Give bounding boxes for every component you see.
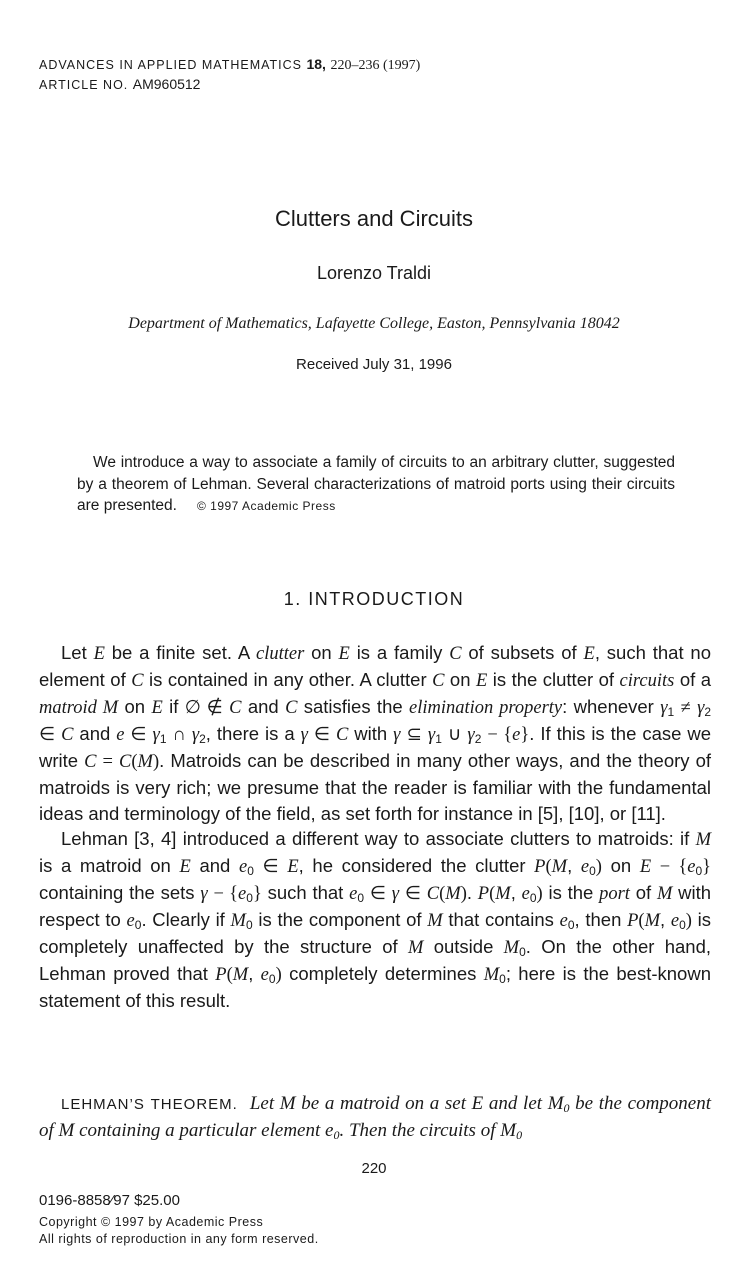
paper-title: Clutters and Circuits [274, 206, 474, 231]
journal-pages: 220–236 (1997) [330, 58, 421, 73]
article-number-line [39, 76, 200, 92]
footer-rights: All rights of reproduction in any form reserved. [39, 1232, 319, 1246]
section-heading: 1. INTRODUCTION [283, 589, 465, 609]
paragraph-2: Lehman [3, 4] introduced a different way to associate clutters to matroids: if M is a matroid on E and $e_0$ ∈ E, he considered the clutter P(M, $e_0$) on $E - \{e_0\}$ containing the sets $\gamma - \{e_0\}$ such that $e_0$ ∈ γ ∈ C(M). P(M, $e_0$) is the port of M with respect to $e_0$. Clearly if $M_0$ is the component of M that contains $e_0$, then P(M, $e_0$) is completely unaffected by the structure of M outside $M_0$. On the other hand, Lehman proved that P(M, $e_0$) completely determines $M_0$; here is the best-known statement of this result. [39, 827, 712, 1012]
author-name: Lorenzo Traldi [316, 263, 432, 283]
lehman-theorem: LEHMAN’S THEOREM. Let M be a matroid on a set E and let $M_0$ be the component of M containing a particular element $e_0$. Then the circuits of $M_0$ [39, 1093, 711, 1142]
abstract-text: We introduce a way to associate a family of circuits to an arbitrary clutter, suggested by a theorem of Lehman. Several characterizations of matroid ports using their circuits are presented. [77, 454, 675, 514]
abstract-copyright: © 1997 Academic Press [196, 499, 336, 513]
journal-citation [39, 56, 420, 74]
abstract [77, 452, 675, 518]
page-number: 220 [361, 1160, 387, 1177]
journal-name: ADVANCES IN APPLIED MATHEMATICS [39, 58, 302, 72]
journal-volume: 18, [306, 56, 326, 72]
footer-copyright: Copyright © 1997 by Academic Press [39, 1215, 264, 1229]
introduction-body [39, 640, 711, 1013]
theorem-label: LEHMAN’S THEOREM. [61, 1096, 238, 1113]
paragraph-1: Let E be a finite set. A clutter on E is a family C of subsets of E, such that no element of C is contained in any other. A clutter C on E is the clutter of circuits of a matroid M on E if ∅ ∉ C and C satisfies the elimination property: whenever $\gamma_1 \ne \gamma_2$ ∈ C and e ∈ $\gamma_1$ ∩ $\gamma_2$, there is a γ ∈ C with γ ⊆ $\gamma_1$ ∪ $\gamma_2 - \{e\}$. If this is the case we write C = C(M). Matroids can be described in many other ways, and the theory of matroids is very rich; we presume that the reader is familiar with the fundamental ideas and terminology of the field, as set forth for instance in [5], [10], or [11]. [39, 642, 712, 824]
received-date: Received July 31, 1996 [296, 356, 452, 373]
article-label: ARTICLE NO. [39, 78, 129, 92]
article-number: AM960512 [132, 76, 201, 92]
footer-price: 0196-8858⁄97 $25.00 [39, 1192, 180, 1209]
author-affiliation: Department of Mathematics, Lafayette College, Easton, Pennsylvania 18042 [128, 315, 620, 332]
